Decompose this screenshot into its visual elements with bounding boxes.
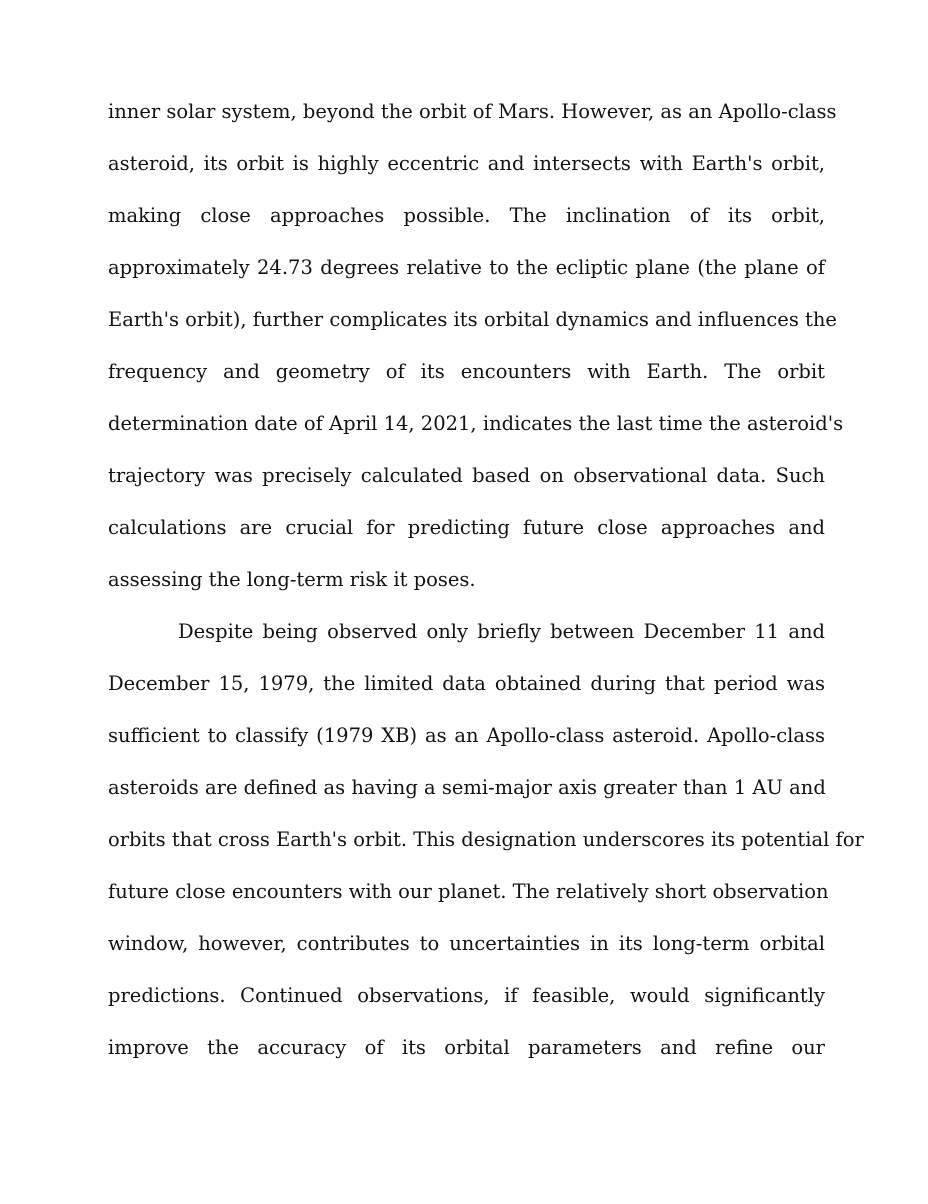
text-line: orbits that cross Earth's orbit. This designation underscores its potential for (108, 828, 864, 851)
document-body-text (108, 86, 864, 1074)
text-line: assessing the long-term risk it poses. (108, 568, 476, 591)
text-line: approximately 24.73 degrees relative to the ecliptic plane (the plane of (108, 256, 825, 279)
paragraph (108, 606, 864, 1074)
text-line: calculations are crucial for predicting future close approaches and (108, 516, 825, 539)
text-line: Despite being observed only briefly between December 11 and (178, 620, 825, 643)
text-line: predictions. Continued observations, if feasible, would significantly (108, 984, 825, 1007)
text-line: improve the accuracy of its orbital parameters and refine our (108, 1036, 825, 1059)
text-line: making close approaches possible. The inclination of its orbit, (108, 204, 825, 227)
text-line: future close encounters with our planet. The relatively short observation (108, 880, 829, 903)
text-line: frequency and geometry of its encounters with Earth. The orbit (108, 360, 825, 383)
text-line: asteroid, its orbit is highly eccentric and intersects with Earth's orbit, (108, 152, 825, 175)
paragraph (108, 86, 844, 606)
text-line: trajectory was precisely calculated based on observational data. Such (108, 464, 825, 487)
text-line: determination date of April 14, 2021, indicates the last time the asteroid's (108, 412, 844, 435)
text-line: Earth's orbit), further complicates its orbital dynamics and influences the (108, 308, 837, 331)
text-line: sufficient to classify (1979 XB) as an Apollo-class asteroid. Apollo-class (108, 724, 825, 747)
text-line: window, however, contributes to uncertainties in its long-term orbital (108, 932, 825, 955)
text-line: asteroids are defined as having a semi-major axis greater than 1 AU and (108, 776, 826, 799)
text-line: inner solar system, beyond the orbit of Mars. However, as an Apollo-class (108, 100, 837, 123)
text-line: December 15, 1979, the limited data obtained during that period was (108, 672, 825, 695)
